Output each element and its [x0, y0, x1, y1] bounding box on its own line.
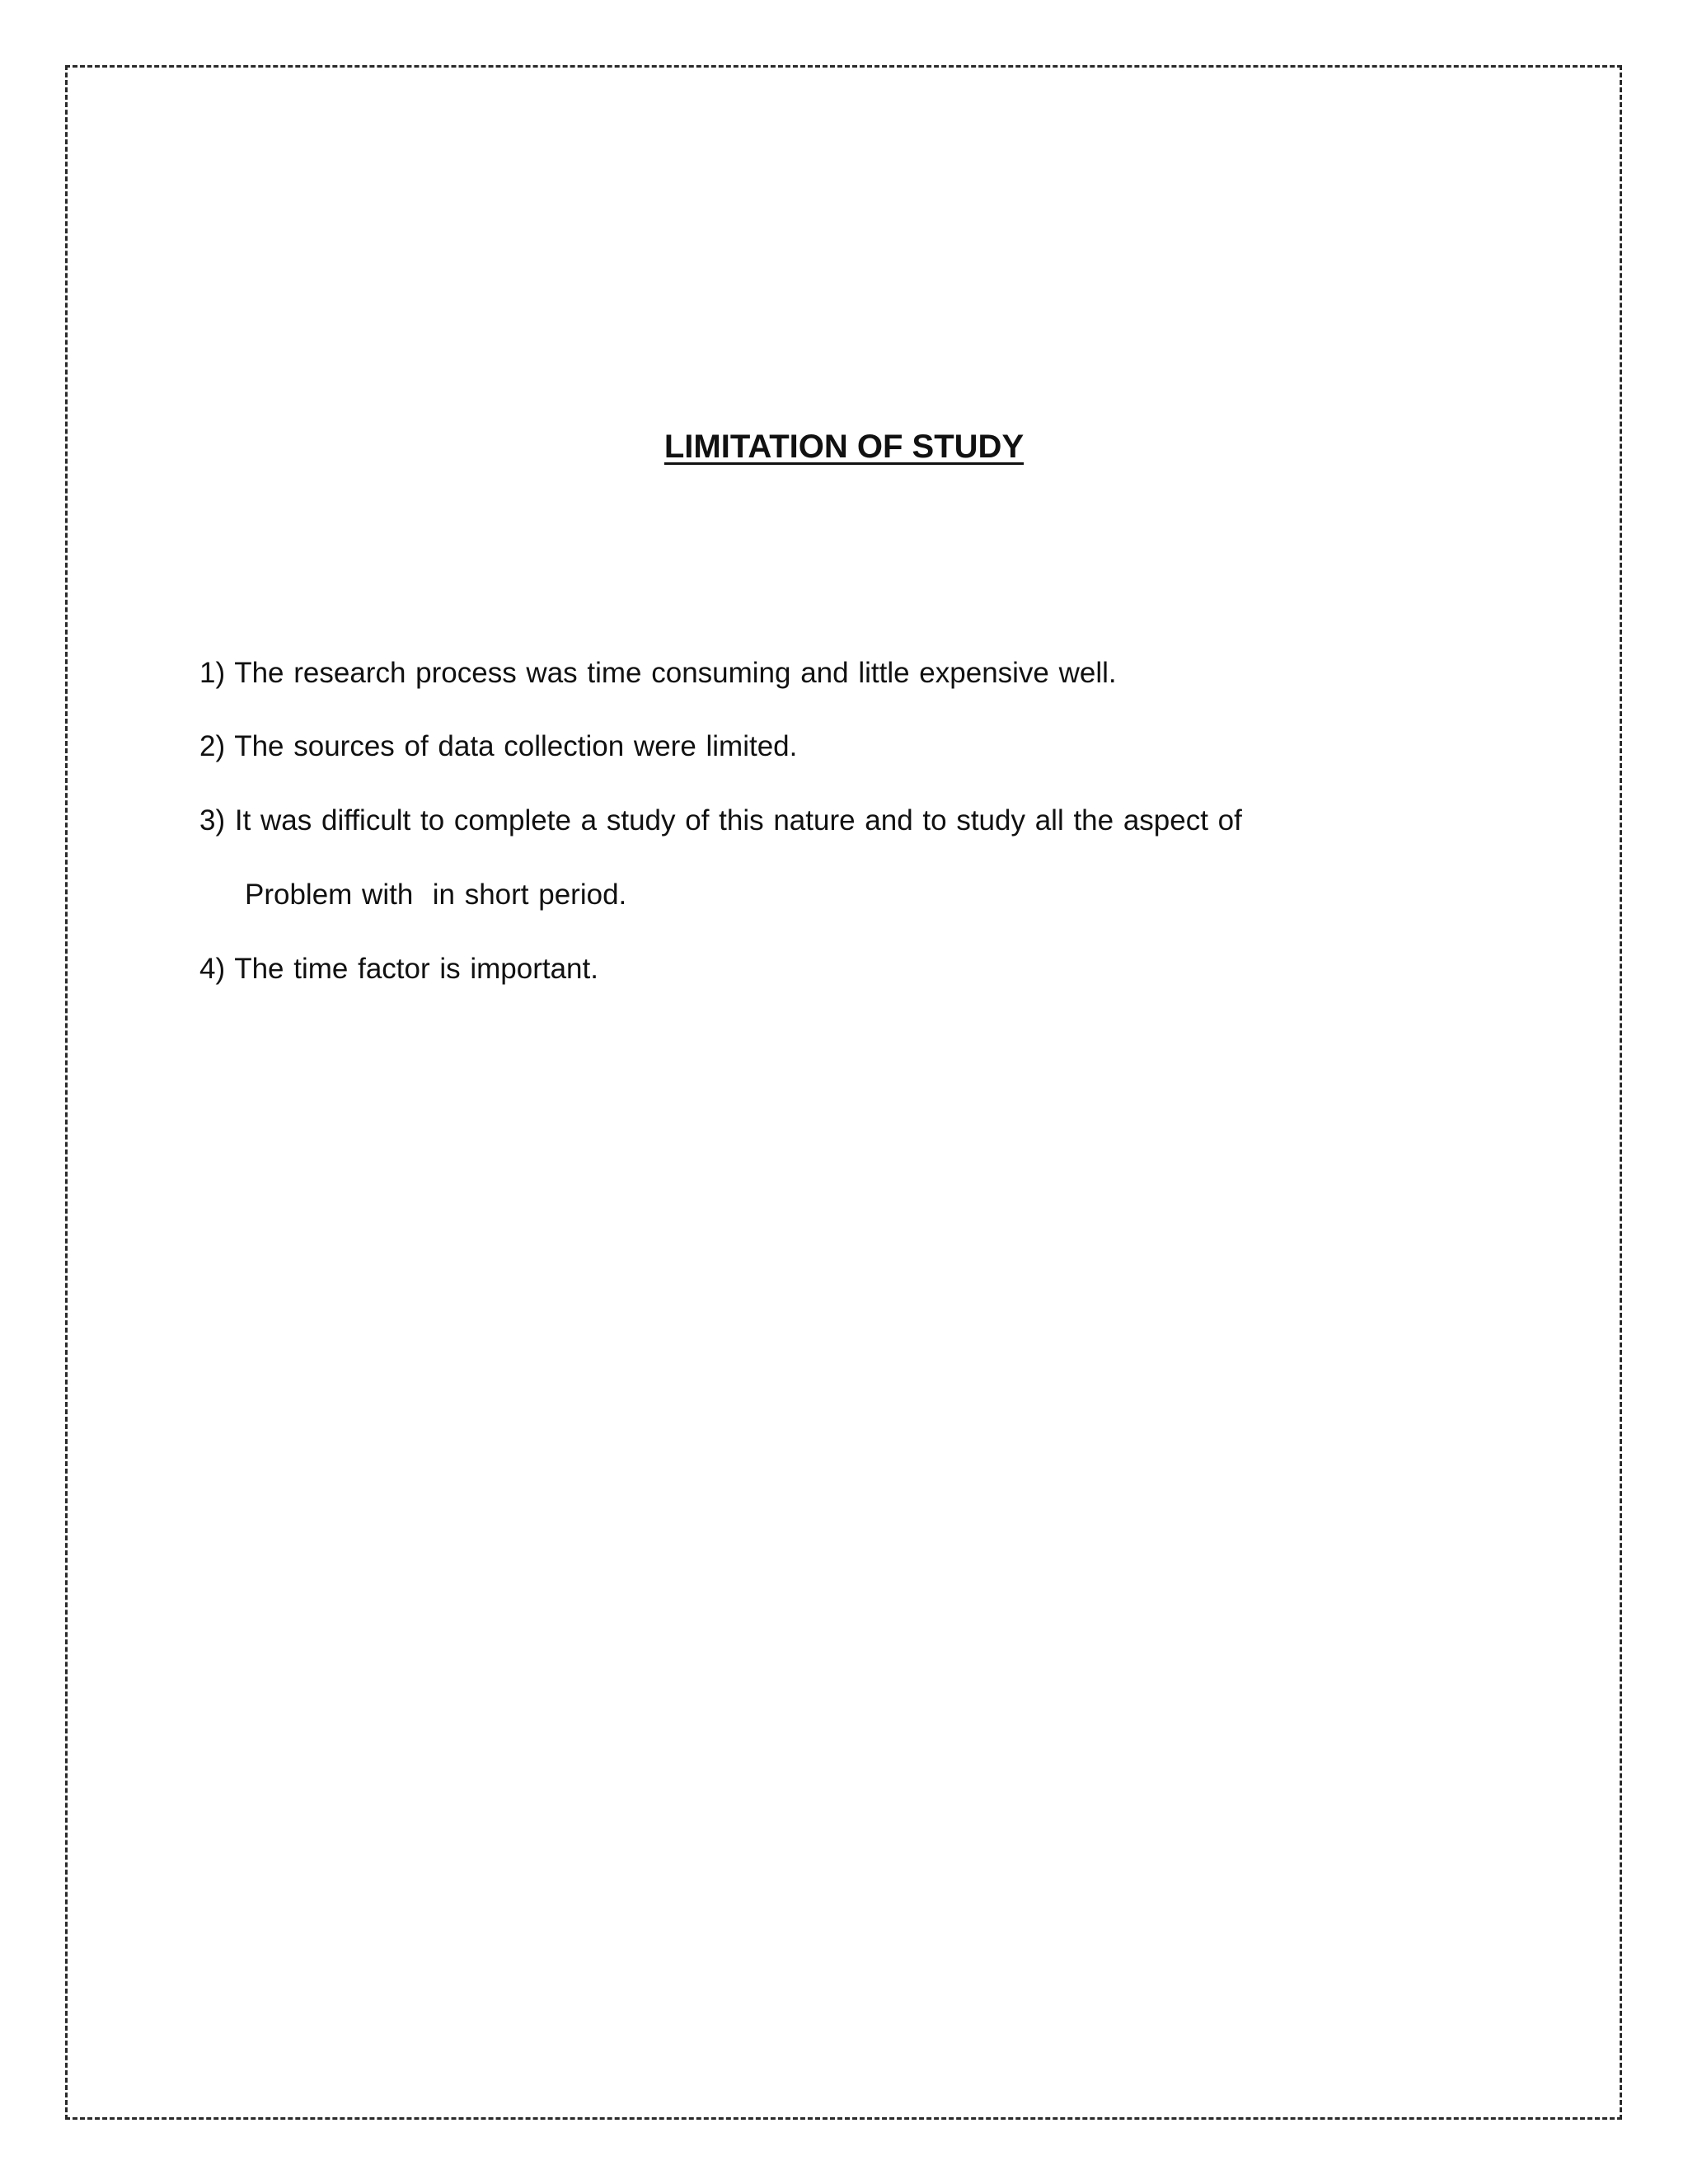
limitation-item-2: 2) The sources of data collection were limited. — [199, 730, 798, 762]
limitation-item-3-continuation: Problem with in short period. — [245, 879, 627, 911]
page-border — [65, 65, 1622, 2120]
limitation-item-3: 3) It was difficult to complete a study of this nature and to study all the aspect of — [199, 804, 1242, 837]
page-title-text: LIMITATION OF STUDY — [663, 429, 1025, 465]
limitation-item-1: 1) The research process was time consuming and little expensive well. — [199, 657, 1117, 689]
page-title — [0, 424, 1688, 470]
limitation-item-4: 4) The time factor is important. — [199, 953, 598, 985]
